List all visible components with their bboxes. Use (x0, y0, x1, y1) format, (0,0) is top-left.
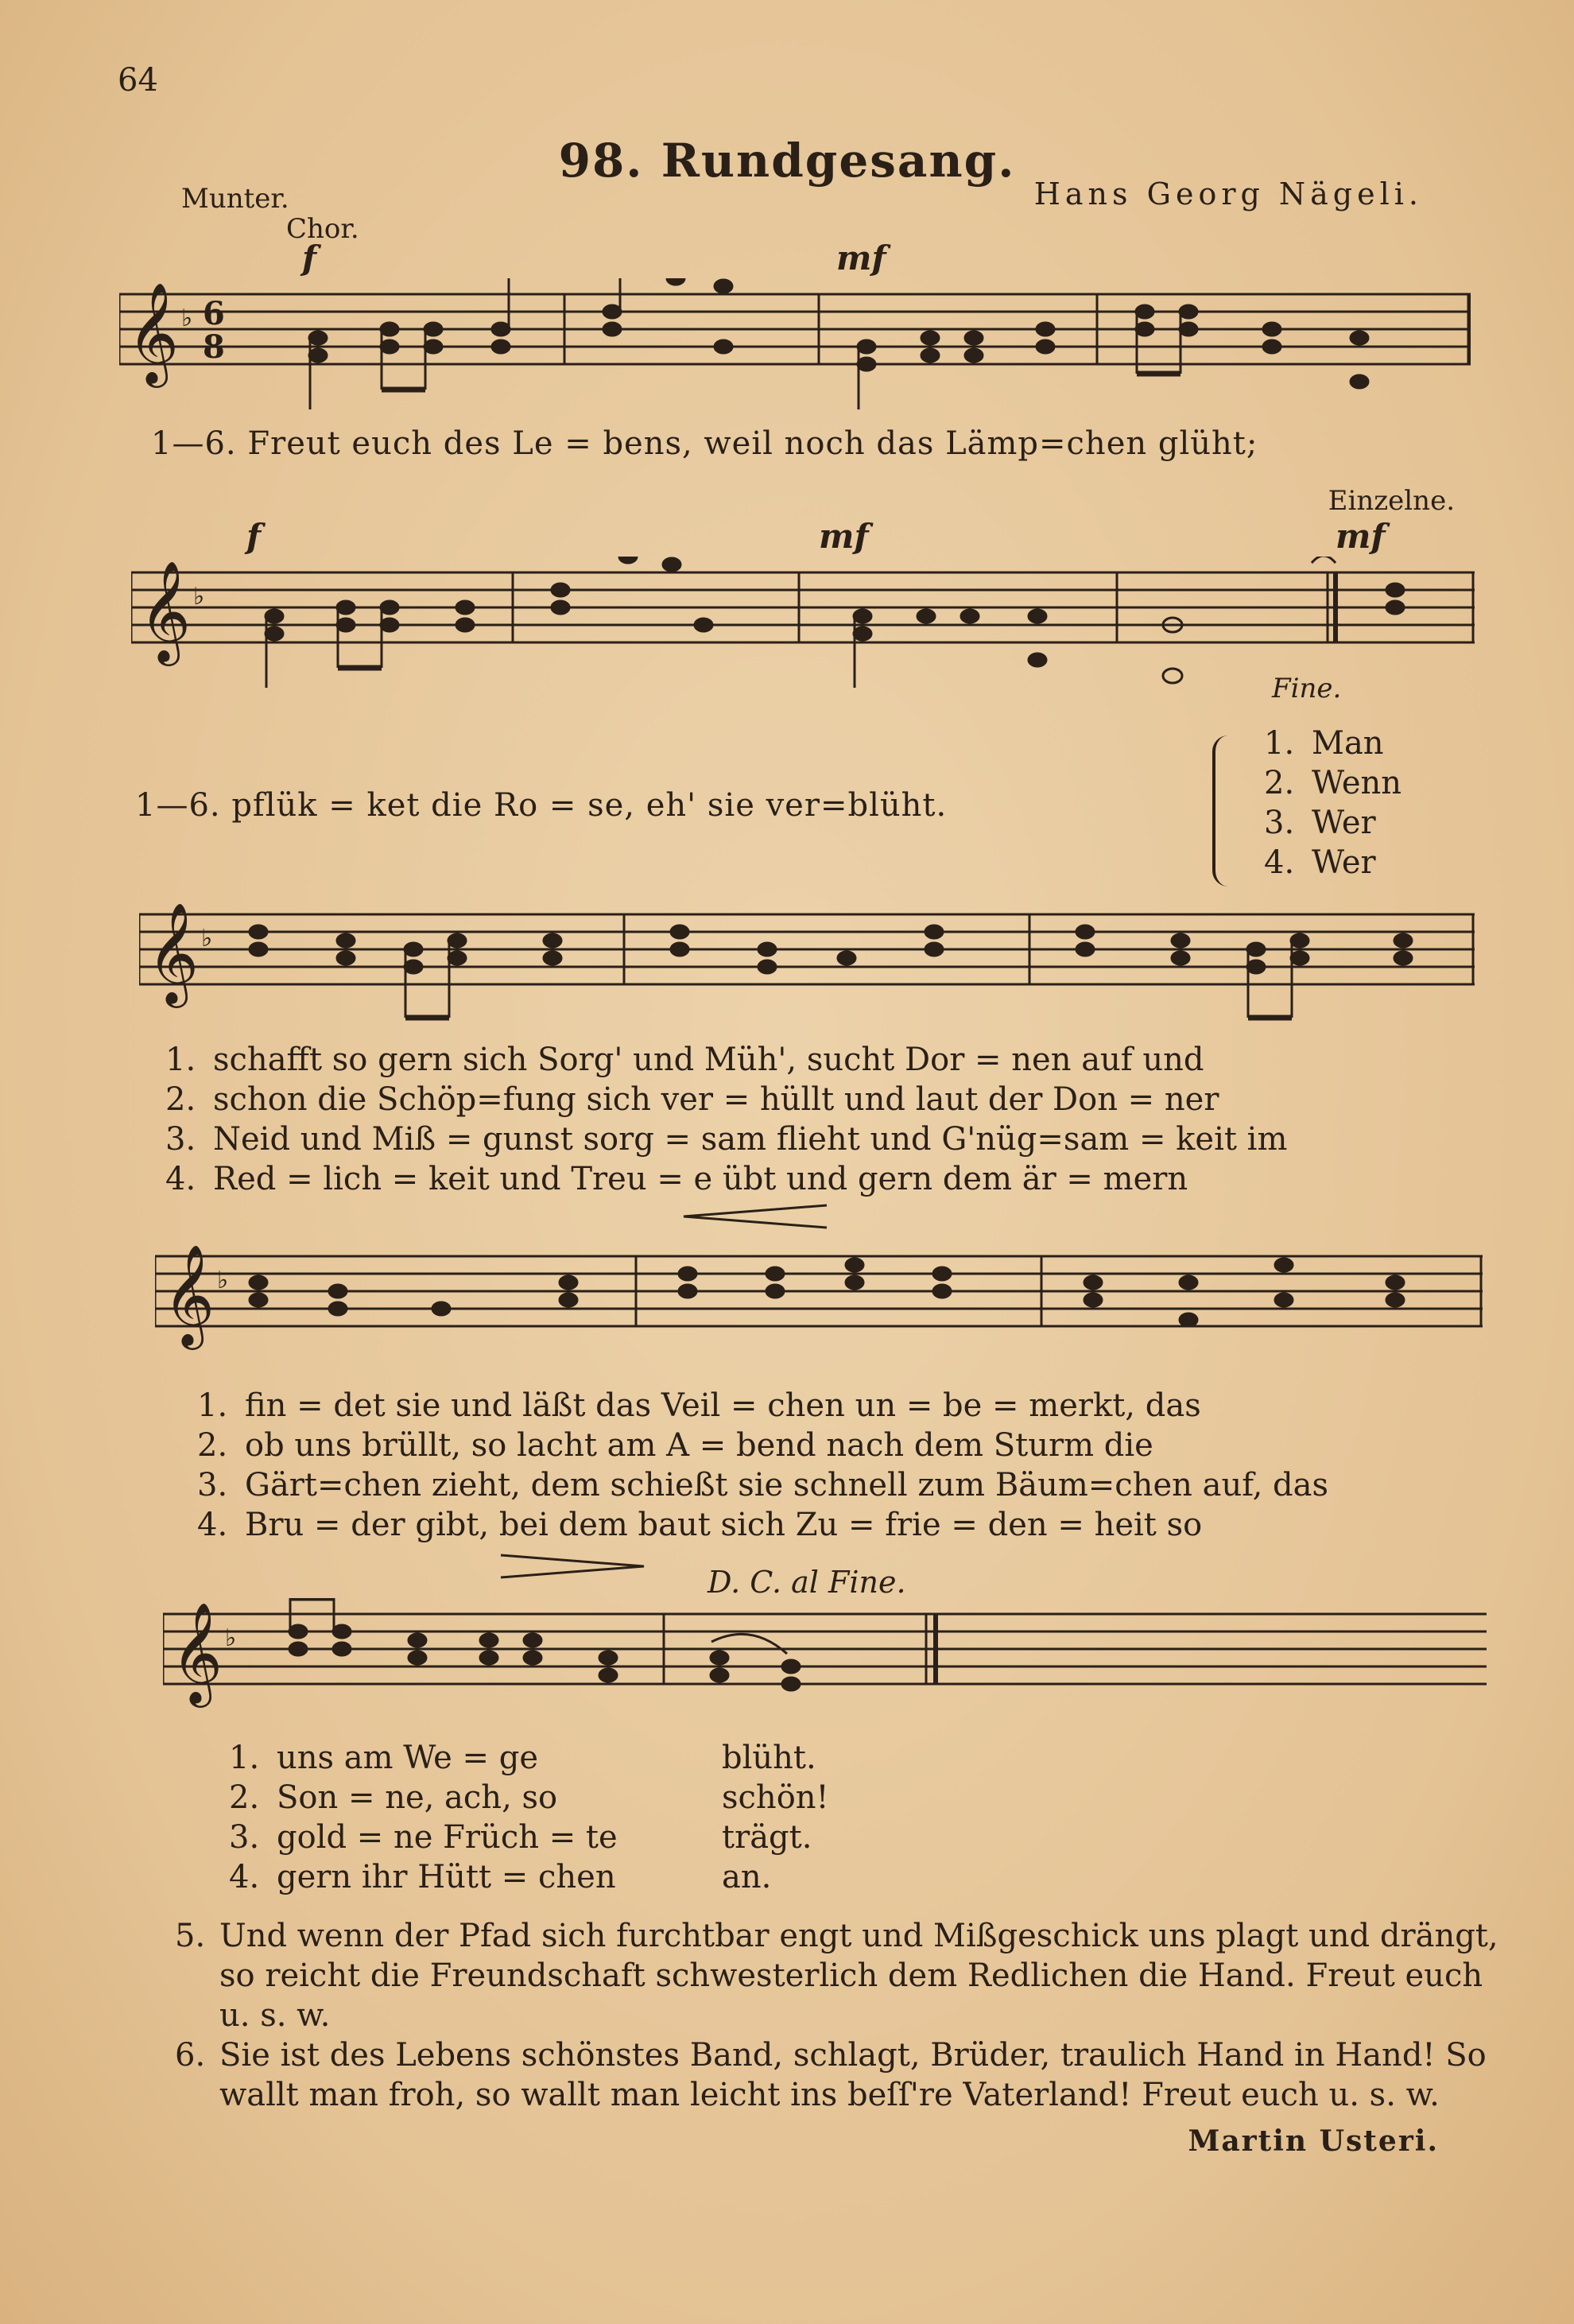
verse-6: 6. Sie ist des Lebens schönstes Band, schlagt, Brüder, traulich Hand in Hand! So wallt man froh, so wallt man leicht ins beſſ're Vaterland! Freut euch u. s. w. (175, 2037, 1487, 2113)
dynamic-forte-2: f (246, 517, 262, 556)
music-staff-4 (155, 1240, 1483, 1375)
music-staff-3 (139, 898, 1475, 1034)
verse-start-4: 4. Wer (1264, 844, 1376, 881)
stanza-3-line-3: 3. Neid und Miß = gunst sorg = sam flieht und G'nüg=sam = keit im (165, 1121, 1288, 1158)
svg-text:8: 8 (203, 328, 225, 366)
tempo-marking: Munter. (181, 183, 289, 215)
fine-marking: Fine. (1272, 673, 1342, 704)
stanza-4-line-2: 2. ob uns brüllt, so lacht am A = bend nach dem Sturm die (197, 1427, 1153, 1464)
refrain-line-2: 1—6. pflük = ket die Ro = se, eh' sie ver=blüht. (135, 787, 948, 824)
svg-text:6: 6 (203, 295, 225, 332)
text-author: Martin Usteri. (1188, 2124, 1439, 2158)
page-number: 64 (118, 62, 158, 99)
stanza-4-line-1: 1. fin = det sie und läßt das Veil = chen un = be = merkt, das (197, 1387, 1201, 1424)
svg-text:♭: ♭ (193, 583, 205, 611)
solo-label: Einzelne. (1328, 485, 1455, 517)
svg-text:♭: ♭ (201, 925, 213, 952)
dynamic-mezzoforte-3: mf (1336, 517, 1386, 556)
stanza-5-line-2: 2. Son = ne, ach, so schön! (229, 1779, 829, 1816)
music-staff-1 (119, 278, 1471, 413)
refrain-line-1: 1—6. Freut euch des Le = bens, weil noch das Lämp=chen glüht; (151, 425, 1258, 462)
verse-start-1: 1. Man (1264, 725, 1384, 762)
svg-text:𝄞: 𝄞 (127, 281, 180, 383)
decrescendo-mark (493, 1550, 652, 1582)
dynamic-forte: f (302, 239, 317, 277)
crescendo-mark (676, 1201, 835, 1232)
verse-start-3: 3. Wer (1264, 805, 1376, 841)
svg-text:𝄞: 𝄞 (147, 902, 200, 1003)
verse-start-2: 2. Wenn (1264, 765, 1402, 801)
stanza-4-line-3: 3. Gärt=chen zieht, dem schießt sie schnell zum Bäum=chen auf, das (197, 1467, 1328, 1503)
verse-5: 5. Und wenn der Pfad sich furchtbar engt und Mißgeschick uns plagt und drängt, so reicht die Freundschaft schwesterlich dem Redlichen die Hand. Freut euch u. s. w. (175, 1918, 1498, 2034)
stanza-5-line-1: 1. uns am We = ge blüht. (229, 1740, 816, 1776)
music-staff-2 (131, 557, 1475, 692)
dynamic-mezzoforte: mf (836, 239, 886, 277)
music-staff-5 (163, 1598, 1487, 1733)
verse-brace (1212, 735, 1231, 887)
svg-text:𝄞: 𝄞 (171, 1601, 223, 1703)
svg-text:♭: ♭ (217, 1267, 229, 1294)
stanza-5-line-3: 3. gold = ne Früch = te trägt. (229, 1819, 812, 1856)
song-title: 98. Rundgesang. (558, 134, 1016, 188)
svg-text:♭: ♭ (225, 1624, 237, 1652)
stanza-3-line-4: 4. Red = lich = keit und Treu = e übt und gern dem är = mern (165, 1161, 1188, 1197)
voice-label: Chor. (286, 213, 359, 245)
stanza-3-line-2: 2. schon die Schöp=fung sich ver = hüllt und laut der Don = ner (165, 1081, 1219, 1118)
composer: Hans Georg Nägeli. (1033, 177, 1423, 211)
stanza-5-line-4: 4. gern ihr Hütt = chen an. (229, 1859, 772, 1895)
stanza-4-line-4: 4. Bru = der gibt, bei dem baut sich Zu = frie = den = heit so (197, 1507, 1203, 1543)
dynamic-mezzoforte-2: mf (819, 517, 869, 556)
svg-text:𝄞: 𝄞 (139, 560, 192, 662)
svg-text:♭: ♭ (181, 305, 193, 332)
stanza-3-line-1: 1. schafft so gern sich Sorg' und Müh', sucht Dor = nen auf und (165, 1042, 1204, 1078)
dc-al-fine-marking: D. C. al Fine. (708, 1565, 906, 1600)
svg-text:𝄞: 𝄞 (163, 1243, 215, 1345)
